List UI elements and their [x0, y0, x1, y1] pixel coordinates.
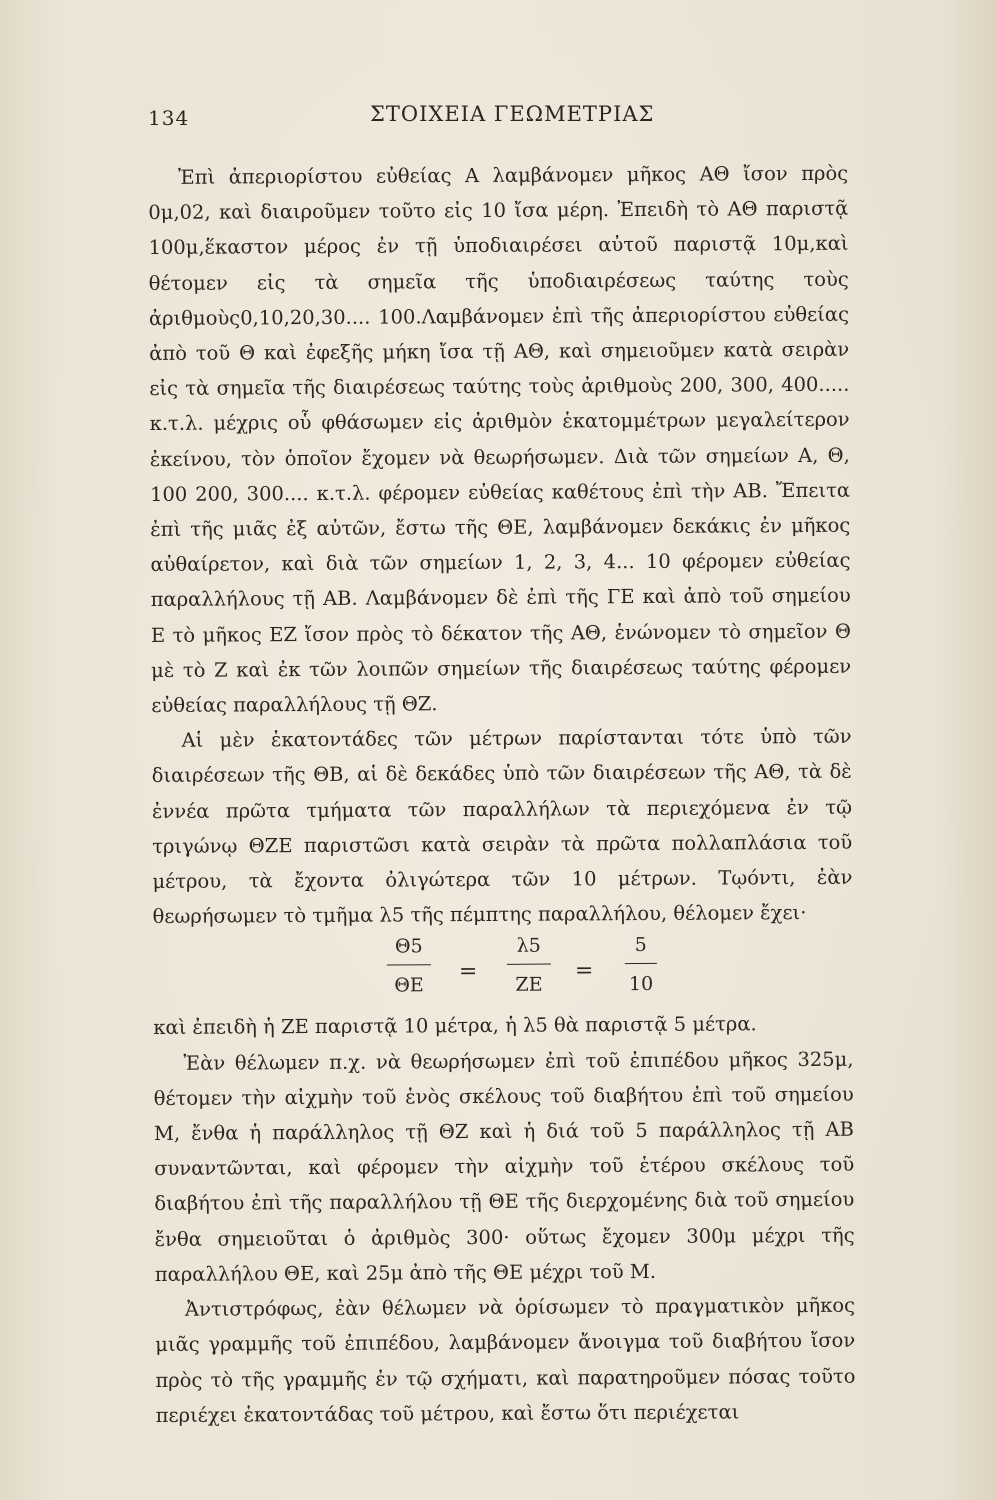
fraction [625, 931, 657, 998]
equals-sign: = [458, 959, 478, 985]
page-header [148, 100, 848, 134]
paragraph: καὶ ἐπειδὴ ἡ ΖΕ παριστᾷ 10 μέτρα, ἡ λ5 θὰ παριστᾷ 5 μέτρα. [153, 1012, 757, 1040]
fraction [507, 932, 551, 999]
running-title: ΣΤΟΙΧΕΙΑ ΓΕΩΜΕΤΡΙΑΣ [370, 102, 655, 126]
fraction [387, 933, 431, 1000]
fraction-bar [387, 965, 431, 966]
paragraph: Ἐπὶ ἀπεριορίστου εὐθείας Α λαμβάνομεν μῆκος ΑΘ ἴσον πρὸς 0μ,02, καὶ διαιροῦμεν τοῦτο εἰς 10 ἴσα μέρη. Ἐπειδὴ τὸ ΑΘ παριστᾷ 100μ,ἕκαστον μέρος ἐν τῇ ὑποδιαιρέσει αὐτοῦ παριστᾷ 10μ,καὶ θέτομεν εἰς τὰ σημεῖα τῆς ὑποδιαιρέσεως ταύτης τοὺς ἀριθμοὺς0,10,20,30.... 100.Λαμβάνομεν ἐπὶ τῆς ἀπεριορίστου εὐθείας ἀπὸ τοῦ Θ καὶ ἐφεξῆς μήκη ἴσα τῇ ΑΘ, καὶ σημειοῦμεν κατὰ σειρὰν εἰς τὰ σημεῖα τῆς διαιρέσεως ταύτης τοὺς ἀριθμοὺς 200, 300, 400..... κ.τ.λ. μέχρις οὗ φθάσωμεν εἰς ἀριθμὸν ἑκατομμέτρων μεγαλείτερον ἐκείνου, τὸν ὁποῖον ἔχομεν νὰ θεωρήσωμεν. Διὰ τῶν σημείων Α, Θ, 100 200, 300.... κ.τ.λ. φέρομεν εὐθείας καθέτους ἐπὶ τὴν ΑΒ. Ἔπειτα ἐπὶ τῆς μιᾶς ἐξ αὐτῶν, ἔστω τῆς ΘΕ, λαμβάνομεν δεκάκις ἐν μῆκος αὐθαίρετον, καὶ διὰ τῶν σημείων 1, 2, 3, 4... 10 φέρομεν εὐθείας παραλλήλους τῇ ΑΒ. Λαμβάνομεν δὲ ἐπὶ τῆς ΓΕ καὶ ἀπὸ τοῦ σημείου Ε τὸ μῆκος ΕΖ ἴσον πρὸς τὸ δέκατον τῆς ΑΘ, ἑνώνομεν τὸ σημεῖον Θ μὲ τὸ Ζ καὶ ἐκ τῶν λοιπῶν σημείων τῆς διαιρέσεως ταύτης φέρομεν εὐθείας παραλλήλους τῇ ΘΖ. [148, 161, 852, 718]
denominator: 10 [628, 973, 654, 996]
paragraph: Ἀντιστρόφως, ἐὰν θέλωμεν νὰ ὁρίσωμεν τὸ πραγματικὸν μῆκος μιᾶς γραμμῆς τοῦ ἐπιπέδου, λαμβάνομεν ἄνοιγμα τοῦ διαβήτου ἴσον πρὸς τὸ τῆς γραμμῆς ἐν τῷ σχήματι, καὶ παρατηροῦμεν πόσας τοῦτο περιέχει ἑκατοντάδας τοῦ μέτρου, καὶ ἔστω ὅτι περιέχεται [155, 1293, 856, 1427]
paragraph: Ἐὰν θέλωμεν π.χ. νὰ θεωρήσωμεν ἐπὶ τοῦ ἐπιπέδου μῆκος 325μ, θέτομεν τὴν αἰχμὴν τοῦ ἑνὸς σκέλους τοῦ διαβήτου ἐπὶ τοῦ σημείου Μ, ἔνθα ἡ παράλληλος τῇ ΘΖ καὶ ἡ διά τοῦ 5 παράλληλος τῇ ΑΒ συναντῶνται, καὶ φέρομεν τὴν αἰχμὴν τοῦ ἑτέρου σκέλους τοῦ διαβήτου ἐπὶ τῆς παραλλήλου τῇ ΘΕ τῆς διερχομένης διὰ τοῦ σημείου ἔνθα σημειοῦται ὁ ἀριθμὸς 300· οὕτως ἔχομεν 300μ μέχρι τῆς παραλλήλου ΘΕ, καὶ 25μ ἀπὸ τῆς ΘΕ μέχρι τοῦ Μ. [153, 1047, 855, 1286]
body-text [148, 156, 856, 1433]
paragraph: Αἱ μὲν ἑκατοντάδες τῶν μέτρων παρίστανται τότε ὑπὸ τῶν διαιρέσεων τῆς ΘΒ, αἱ δὲ δεκάδες ὑπὸ τῶν διαιρέσεων τῆς ΑΘ, τὰ δὲ ἐννέα πρῶτα τμήματα τῶν παραλλήλων τὰ περιεχόμενα ἐν τῷ τριγώνῳ ΘΖΕ παριστῶσι κατὰ σειρὰν τὰ πρῶτα πολλαπλάσια τοῦ μέτρου, τὰ ἔχοντα ὀλιγώτερα τῶν 10 μέτρων. Τῳόντι, ἐὰν θεωρήσωμεν τὸ τμῆμα λ5 τῆς πέμπτης παραλλήλου, θέλομεν ἔχει· [151, 724, 853, 929]
denominator: ΘΕ [394, 974, 424, 997]
fraction-bar [625, 963, 657, 964]
numerator: Θ5 [394, 935, 423, 958]
numerator: 5 [634, 934, 647, 957]
equals-sign: = [574, 958, 594, 984]
fraction-bar [507, 964, 551, 965]
page-number: 134 [148, 106, 190, 130]
denominator: ΖΕ [515, 974, 543, 997]
numerator: λ5 [516, 935, 541, 958]
ratio-formula [153, 930, 853, 1010]
